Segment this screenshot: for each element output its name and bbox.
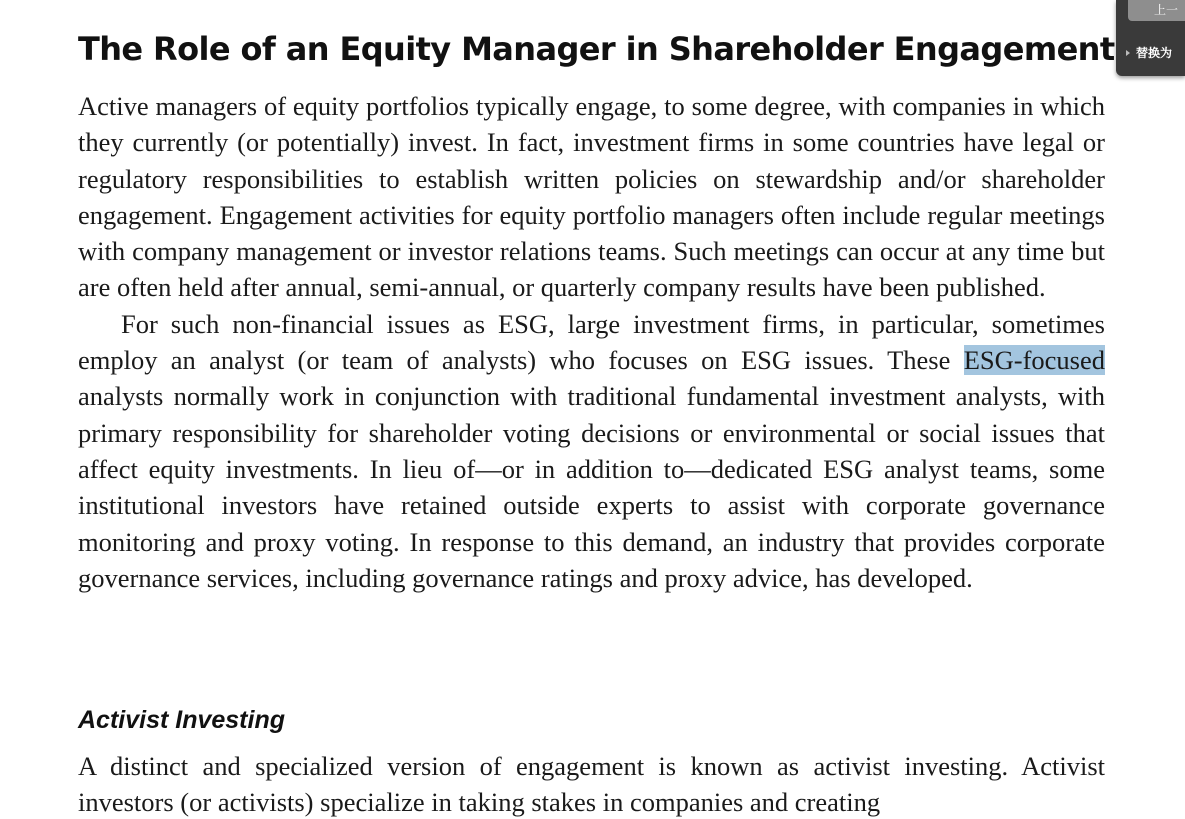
previous-button[interactable]	[1128, 0, 1185, 21]
replace-button[interactable]	[1126, 43, 1185, 63]
section-heading: The Role of an Equity Manager in Shareholder Engagement	[78, 30, 1115, 68]
paragraph-2[interactable]	[78, 306, 1105, 596]
paragraph-2-text-end[interactable]: analysts normally work in conjunction with traditional fundamental investment analysts, with primary responsibility for shareholder voting decisions or environmental or social issues that affect equity investments. In lieu of—or in addition to—dedicated ESG analyst teams, some institutional investors have retained outside experts to assist with corporate governance monitoring and proxy voting. In response to this demand, an industry that provides corporate governance services, including governance ratings and proxy advice, has developed.	[78, 381, 1105, 593]
triangle-right-icon	[1126, 50, 1130, 56]
selected-text-highlight[interactable]: ESG-focused	[963, 345, 1105, 376]
document-content	[78, 24, 1115, 596]
reader-side-panel	[1116, 0, 1185, 76]
replace-button-label: 替换为	[1136, 46, 1173, 60]
paragraph-3[interactable]: A distinct and specialized version of engagement is known as activist investing. Activist investors (or activists) specialize in taking stakes in companies and creating	[78, 751, 1105, 818]
paragraph-2-text-start[interactable]: For such non-financial issues as ESG, large investment firms, in particular, sometimes employ an analyst (or team of analysts) who focuses on ESG issues. These	[78, 308, 1105, 376]
paragraph-1[interactable]: Active managers of equity portfolios typically engage, to some degree, with companies in which they currently (or potentially) invest. In fact, investment firms in some countries have legal or regulatory responsibilities to establish written policies on stewardship and/or shareholder engagement. Engagement activities for equity portfolio managers often include regular meetings with company management or investor relations teams. Such meetings can occur at any time but are often held after annual, semi-annual, or quarterly company results have been published.	[78, 91, 1105, 303]
previous-button-label: 上一	[1154, 3, 1179, 17]
subheading-activist-investing: Activist Investing	[78, 706, 285, 734]
